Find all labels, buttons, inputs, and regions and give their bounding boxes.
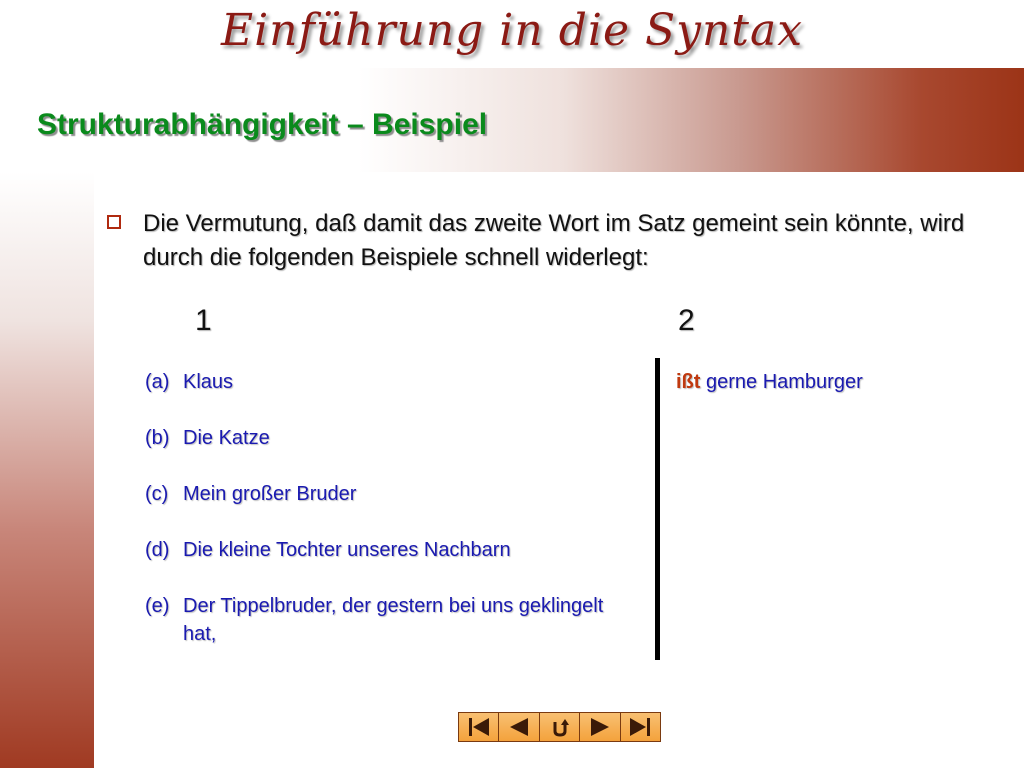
- last-slide-button[interactable]: [621, 713, 660, 741]
- column-label-2: 2: [678, 304, 695, 337]
- column-label-1: 1: [195, 304, 212, 337]
- previous-slide-icon: [506, 716, 532, 738]
- predicate-verb: ißt: [676, 371, 701, 393]
- predicate-text: [676, 368, 863, 396]
- example-text: Die kleine Tochter unseres Nachbarn: [183, 539, 511, 561]
- example-label: (d): [145, 539, 170, 561]
- column-divider: [655, 358, 660, 660]
- predicate-rest: gerne Hamburger: [706, 371, 863, 393]
- example-label: (e): [145, 595, 170, 617]
- next-slide-button[interactable]: [580, 713, 620, 741]
- example-text: Mein großer Bruder: [183, 483, 357, 505]
- example-item: [145, 424, 635, 452]
- first-slide-icon: [466, 716, 492, 738]
- slide-title: Strukturabhängigkeit – Beispiel: [37, 108, 488, 141]
- example-item: [145, 368, 635, 396]
- example-text: Klaus: [183, 371, 234, 393]
- example-label: (c): [145, 483, 169, 505]
- example-label: (a): [145, 371, 170, 393]
- presentation-title: Einführung in die Syntax: [220, 5, 804, 56]
- next-slide-icon: [587, 716, 613, 738]
- example-text: Der Tippelbruder, der gestern bei uns geklingelt hat,: [183, 595, 604, 645]
- return-button[interactable]: [540, 713, 580, 741]
- example-text: Die Katze: [183, 427, 270, 449]
- first-slide-button[interactable]: [459, 713, 499, 741]
- slide-navigation: [458, 712, 661, 742]
- example-item: [145, 536, 635, 564]
- square-bullet-icon: [107, 215, 121, 229]
- bullet-point: [107, 207, 987, 275]
- last-slide-icon: [627, 716, 653, 738]
- left-gradient-bar: [0, 172, 94, 768]
- example-label: (b): [145, 427, 170, 449]
- previous-slide-button[interactable]: [499, 713, 539, 741]
- return-icon: [547, 716, 573, 738]
- bullet-text: Die Vermutung, daß damit das zweite Wort im Satz gemeint sein könnte, wird durch die folgenden Beispiele schnell widerlegt:: [143, 210, 965, 271]
- example-item: [145, 480, 635, 508]
- example-list: [145, 368, 635, 676]
- example-item: [145, 592, 635, 648]
